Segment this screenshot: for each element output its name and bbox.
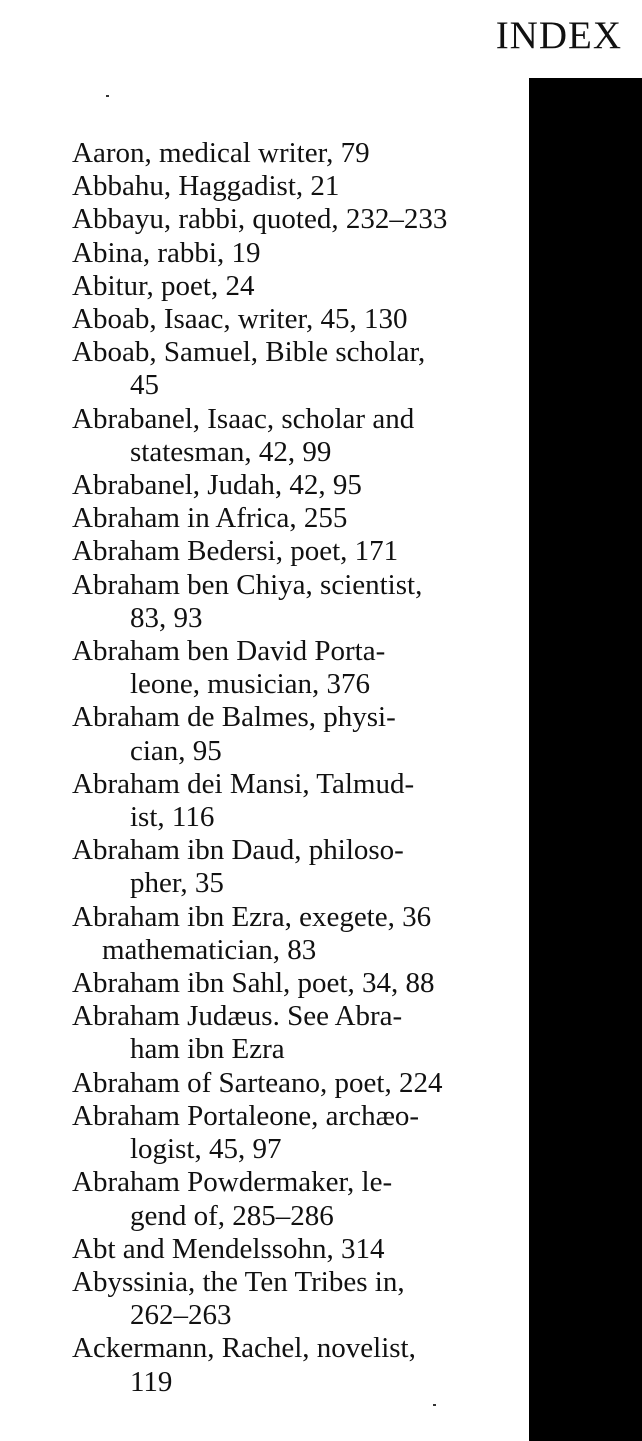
index-entry-text: Ackermann, Rachel, novelist, xyxy=(72,1332,416,1365)
index-entry-text: Abraham ibn Daud, philoso- xyxy=(72,834,404,867)
index-entry-text: Abraham in Africa, 255 xyxy=(72,502,348,535)
index-entry-text: Abt and Mendelssohn, 314 xyxy=(72,1232,385,1265)
index-entry-text: Abraham Bedersi, poet, 171 xyxy=(72,535,399,568)
index-entry-continuation: mathematician, 83 xyxy=(102,933,317,966)
index-entry-text: Abraham ben David Porta- xyxy=(72,635,386,668)
index-entry-continuation: 262–263 xyxy=(130,1299,232,1332)
index-entry-continuation: 119 xyxy=(130,1365,173,1398)
index-entry-text: Abina, rabbi, 19 xyxy=(72,236,261,269)
index-entry-text: Abraham ibn Ezra, exegete, 36 xyxy=(72,900,432,933)
index-entry-text: Aboab, Samuel, Bible scholar, xyxy=(72,336,426,369)
index-entry-continuation: ist, 116 xyxy=(130,801,215,834)
index-entry-text: Abraham dei Mansi, Talmud- xyxy=(72,767,415,800)
index-entry-continuation: ham ibn Ezra xyxy=(130,1033,285,1066)
index-entry-text: Aaron, medical writer, 79 xyxy=(72,137,370,169)
index-entry-text: Abraham de Balmes, physi- xyxy=(72,701,396,734)
index-entry-text: Abrabanel, Isaac, scholar and xyxy=(72,402,415,435)
index-entry-continuation: gend of, 285–286 xyxy=(130,1199,334,1232)
index-entry-continuation: logist, 45, 97 xyxy=(130,1133,282,1166)
index-entry-continuation: cian, 95 xyxy=(130,734,222,767)
dark-page-edge xyxy=(529,78,642,1441)
ink-speck xyxy=(106,95,109,97)
page-title: INDEX xyxy=(495,14,622,57)
index-entry-continuation: 45 xyxy=(130,369,159,402)
index-entry-continuation: leone, musician, 376 xyxy=(130,668,371,701)
index-entry-text: Abitur, poet, 24 xyxy=(72,269,255,302)
index-entry-text: Abrabanel, Judah, 42, 95 xyxy=(72,469,362,502)
index-entry-text: Aboab, Isaac, writer, 45, 130 xyxy=(72,303,408,336)
index-entry-text: Abraham Powdermaker, le- xyxy=(72,1166,393,1199)
index-entry-text: Abraham ibn Sahl, poet, 34, 88 xyxy=(72,967,435,1000)
index-entry-text: Abraham of Sarteano, poet, 224 xyxy=(72,1066,443,1099)
index-entry-continuation: 83, 93 xyxy=(130,601,203,634)
index-entry-text: Abyssinia, the Ten Tribes in, xyxy=(72,1265,405,1298)
index-entry-continuation: pher, 35 xyxy=(130,867,224,900)
ink-speck xyxy=(433,1404,436,1406)
index-entry-text: Abbahu, Haggadist, 21 xyxy=(72,170,340,203)
index-entry-text: Abbayu, rabbi, quoted, 232–233 xyxy=(72,203,448,236)
index-entry-text: Abraham Judæus. See Abra- xyxy=(72,1000,403,1033)
index-entry-text: Abraham Portaleone, archæo- xyxy=(72,1099,420,1132)
index-entry-continuation: statesman, 42, 99 xyxy=(130,435,332,468)
index-entry-text: Abraham ben Chiya, scientist, xyxy=(72,568,423,601)
